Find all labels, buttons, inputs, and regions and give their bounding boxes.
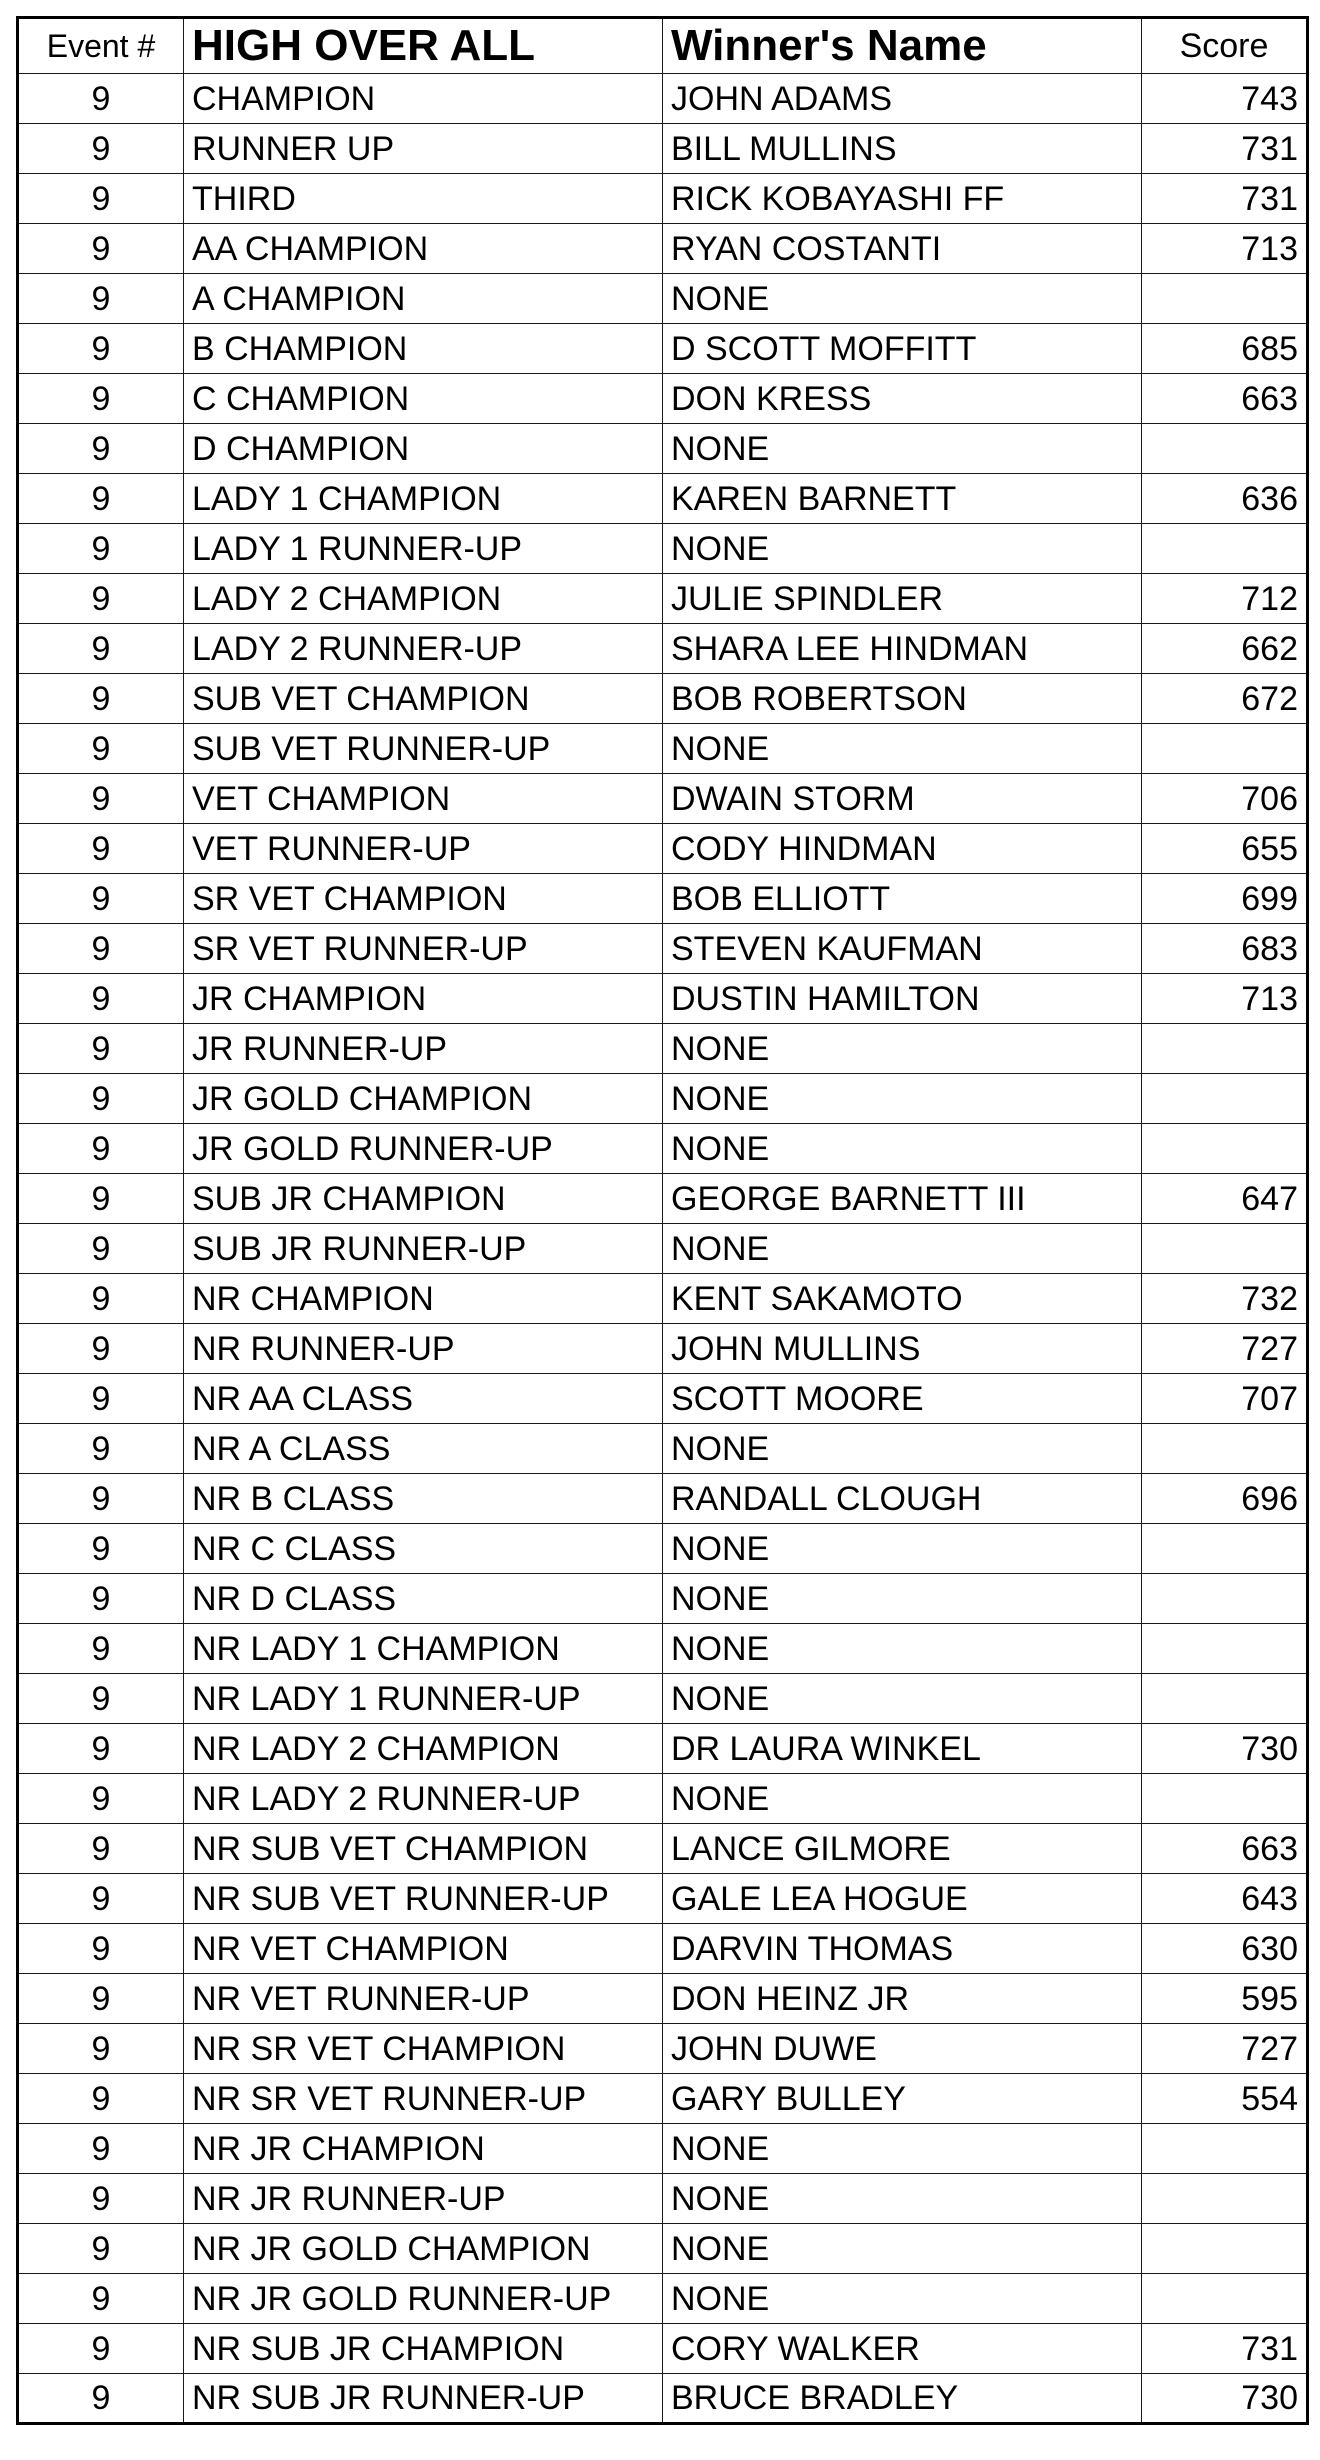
table-row — [18, 74, 1308, 124]
award-title-cell: NR VET RUNNER-UP — [184, 1974, 663, 2024]
event-number-cell: 9 — [18, 1974, 184, 2024]
event-number-cell: 9 — [18, 174, 184, 224]
event-number-cell: 9 — [18, 2274, 184, 2324]
award-title-cell: SUB JR CHAMPION — [184, 1174, 663, 1224]
award-title-cell: D CHAMPION — [184, 424, 663, 474]
event-number-cell: 9 — [18, 724, 184, 774]
winner-name-cell: CORY WALKER — [663, 2324, 1142, 2374]
award-title-cell: RUNNER UP — [184, 124, 663, 174]
award-title-cell: SUB VET CHAMPION — [184, 674, 663, 724]
award-title-cell: NR SUB JR CHAMPION — [184, 2324, 663, 2374]
event-number-cell: 9 — [18, 1324, 184, 1374]
score-cell — [1142, 424, 1308, 474]
winner-name-cell: NONE — [663, 1574, 1142, 1624]
table-row — [18, 824, 1308, 874]
event-number-cell: 9 — [18, 2124, 184, 2174]
award-title-cell: NR B CLASS — [184, 1474, 663, 1524]
winner-name-cell: NONE — [663, 1074, 1142, 1124]
winner-name-cell: KENT SAKAMOTO — [663, 1274, 1142, 1324]
award-title-cell: SUB JR RUNNER-UP — [184, 1224, 663, 1274]
winner-name-cell: NONE — [663, 1774, 1142, 1824]
score-cell — [1142, 1424, 1308, 1474]
table-row — [18, 324, 1308, 374]
award-title-cell: NR LADY 1 CHAMPION — [184, 1624, 663, 1674]
score-cell — [1142, 1224, 1308, 1274]
score-cell: 731 — [1142, 124, 1308, 174]
winner-name-header: Winner's Name — [663, 18, 1142, 74]
score-cell: 743 — [1142, 74, 1308, 124]
table-row — [18, 474, 1308, 524]
event-number-cell: 9 — [18, 1674, 184, 1724]
winner-name-cell: NONE — [663, 1124, 1142, 1174]
table-row — [18, 124, 1308, 174]
award-title-cell: CHAMPION — [184, 74, 663, 124]
table-row — [18, 1724, 1308, 1774]
score-cell: 636 — [1142, 474, 1308, 524]
score-cell: 730 — [1142, 2374, 1308, 2424]
event-number-cell: 9 — [18, 1424, 184, 1474]
table-row — [18, 874, 1308, 924]
winner-name-cell: NONE — [663, 2224, 1142, 2274]
score-cell — [1142, 1074, 1308, 1124]
winner-name-cell: STEVEN KAUFMAN — [663, 924, 1142, 974]
winner-name-cell: BOB ROBERTSON — [663, 674, 1142, 724]
score-cell — [1142, 2174, 1308, 2224]
event-number-cell: 9 — [18, 2174, 184, 2224]
table-row — [18, 424, 1308, 474]
winner-name-cell: RYAN COSTANTI — [663, 224, 1142, 274]
table-row — [18, 224, 1308, 274]
winner-name-cell: RANDALL CLOUGH — [663, 1474, 1142, 1524]
event-number-cell: 9 — [18, 1074, 184, 1124]
event-number-cell: 9 — [18, 2324, 184, 2374]
award-title-cell: NR SR VET CHAMPION — [184, 2024, 663, 2074]
score-cell — [1142, 1524, 1308, 1574]
event-number-cell: 9 — [18, 1624, 184, 1674]
score-cell: 732 — [1142, 1274, 1308, 1324]
event-number-cell: 9 — [18, 1524, 184, 1574]
winner-name-cell: NONE — [663, 1224, 1142, 1274]
winner-name-cell: BOB ELLIOTT — [663, 874, 1142, 924]
event-number-cell: 9 — [18, 1174, 184, 1224]
winner-name-cell: NONE — [663, 1624, 1142, 1674]
award-title-cell: NR AA CLASS — [184, 1374, 663, 1424]
event-number-cell: 9 — [18, 674, 184, 724]
score-cell — [1142, 1774, 1308, 1824]
table-row — [18, 924, 1308, 974]
award-title-cell: LADY 2 CHAMPION — [184, 574, 663, 624]
award-title-cell: NR JR GOLD CHAMPION — [184, 2224, 663, 2274]
award-title-cell: NR D CLASS — [184, 1574, 663, 1624]
table-row — [18, 524, 1308, 574]
winner-name-cell: GALE LEA HOGUE — [663, 1874, 1142, 1924]
table-row — [18, 774, 1308, 824]
score-cell: 706 — [1142, 774, 1308, 824]
winner-name-cell: GARY BULLEY — [663, 2074, 1142, 2124]
winner-name-cell: KAREN BARNETT — [663, 474, 1142, 524]
table-row — [18, 1174, 1308, 1224]
award-title-cell: NR RUNNER-UP — [184, 1324, 663, 1374]
score-cell: 683 — [1142, 924, 1308, 974]
table-row — [18, 2024, 1308, 2074]
score-cell: 730 — [1142, 1724, 1308, 1774]
header-row — [18, 18, 1308, 74]
table-row — [18, 974, 1308, 1024]
winner-name-cell: NONE — [663, 274, 1142, 324]
award-title-cell: C CHAMPION — [184, 374, 663, 424]
table-row — [18, 624, 1308, 674]
score-cell — [1142, 274, 1308, 324]
table-row — [18, 1124, 1308, 1174]
winner-name-cell: BILL MULLINS — [663, 124, 1142, 174]
table-row — [18, 1574, 1308, 1624]
table-row — [18, 2124, 1308, 2174]
table-row — [18, 1374, 1308, 1424]
score-cell: 662 — [1142, 624, 1308, 674]
winner-name-cell: GEORGE BARNETT III — [663, 1174, 1142, 1224]
event-number-cell: 9 — [18, 874, 184, 924]
award-title-cell: NR A CLASS — [184, 1424, 663, 1474]
event-number-cell: 9 — [18, 2224, 184, 2274]
event-number-header: Event # — [18, 18, 184, 74]
award-title-cell: LADY 1 CHAMPION — [184, 474, 663, 524]
score-cell: 727 — [1142, 2024, 1308, 2074]
score-cell: 713 — [1142, 974, 1308, 1024]
winner-name-cell: NONE — [663, 2274, 1142, 2324]
score-cell: 731 — [1142, 174, 1308, 224]
award-title-cell: NR LADY 1 RUNNER-UP — [184, 1674, 663, 1724]
table-body — [18, 74, 1308, 2424]
table-row — [18, 1474, 1308, 1524]
winner-name-cell: DON KRESS — [663, 374, 1142, 424]
score-cell: 713 — [1142, 224, 1308, 274]
event-number-cell: 9 — [18, 1824, 184, 1874]
score-cell: 655 — [1142, 824, 1308, 874]
table-row — [18, 2174, 1308, 2224]
event-number-cell: 9 — [18, 1474, 184, 1524]
event-number-cell: 9 — [18, 1374, 184, 1424]
score-cell: 663 — [1142, 374, 1308, 424]
table-row — [18, 2074, 1308, 2124]
award-title-cell: NR SUB VET RUNNER-UP — [184, 1874, 663, 1924]
event-number-cell: 9 — [18, 624, 184, 674]
winner-name-cell: SHARA LEE HINDMAN — [663, 624, 1142, 674]
score-cell: 731 — [1142, 2324, 1308, 2374]
award-title-header: HIGH OVER ALL — [184, 18, 663, 74]
winner-name-cell: NONE — [663, 2174, 1142, 2224]
award-title-cell: SR VET CHAMPION — [184, 874, 663, 924]
event-number-cell: 9 — [18, 74, 184, 124]
score-cell: 630 — [1142, 1924, 1308, 1974]
score-cell — [1142, 724, 1308, 774]
event-number-cell: 9 — [18, 924, 184, 974]
award-title-cell: THIRD — [184, 174, 663, 224]
score-header: Score — [1142, 18, 1308, 74]
table-row — [18, 2324, 1308, 2374]
award-title-cell: B CHAMPION — [184, 324, 663, 374]
winner-name-cell: NONE — [663, 2124, 1142, 2174]
score-cell: 672 — [1142, 674, 1308, 724]
winner-name-cell: NONE — [663, 424, 1142, 474]
score-cell: 647 — [1142, 1174, 1308, 1224]
table-row — [18, 374, 1308, 424]
score-cell: 727 — [1142, 1324, 1308, 1374]
award-title-cell: NR CHAMPION — [184, 1274, 663, 1324]
winner-name-cell: NONE — [663, 724, 1142, 774]
table-row — [18, 1324, 1308, 1374]
award-title-cell: VET RUNNER-UP — [184, 824, 663, 874]
score-cell — [1142, 2224, 1308, 2274]
award-title-cell: A CHAMPION — [184, 274, 663, 324]
score-cell: 712 — [1142, 574, 1308, 624]
score-cell — [1142, 1024, 1308, 1074]
score-cell: 554 — [1142, 2074, 1308, 2124]
event-number-cell: 9 — [18, 424, 184, 474]
award-title-cell: NR JR CHAMPION — [184, 2124, 663, 2174]
winner-name-cell: NONE — [663, 1024, 1142, 1074]
event-number-cell: 9 — [18, 1924, 184, 1974]
score-cell — [1142, 2124, 1308, 2174]
table-row — [18, 1274, 1308, 1324]
award-title-cell: AA CHAMPION — [184, 224, 663, 274]
event-number-cell: 9 — [18, 824, 184, 874]
winner-name-cell: DON HEINZ JR — [663, 1974, 1142, 2024]
winner-name-cell: NONE — [663, 1674, 1142, 1724]
award-title-cell: NR LADY 2 CHAMPION — [184, 1724, 663, 1774]
table-row — [18, 174, 1308, 224]
event-number-cell: 9 — [18, 2074, 184, 2124]
table-row — [18, 1974, 1308, 2024]
score-cell: 696 — [1142, 1474, 1308, 1524]
table-row — [18, 1924, 1308, 1974]
winner-name-cell: NONE — [663, 524, 1142, 574]
winner-name-cell: JOHN MULLINS — [663, 1324, 1142, 1374]
award-title-cell: JR GOLD RUNNER-UP — [184, 1124, 663, 1174]
table-row — [18, 1824, 1308, 1874]
event-number-cell: 9 — [18, 1224, 184, 1274]
score-cell: 685 — [1142, 324, 1308, 374]
table-row — [18, 1224, 1308, 1274]
award-title-cell: NR SUB JR RUNNER-UP — [184, 2374, 663, 2424]
table-row — [18, 574, 1308, 624]
winner-name-cell: BRUCE BRADLEY — [663, 2374, 1142, 2424]
winner-name-cell: JOHN ADAMS — [663, 74, 1142, 124]
table-row — [18, 2274, 1308, 2324]
award-title-cell: SUB VET RUNNER-UP — [184, 724, 663, 774]
award-title-cell: NR JR RUNNER-UP — [184, 2174, 663, 2224]
table-row — [18, 674, 1308, 724]
table-row — [18, 2224, 1308, 2274]
event-number-cell: 9 — [18, 1874, 184, 1924]
event-number-cell: 9 — [18, 974, 184, 1024]
table-row — [18, 724, 1308, 774]
event-number-cell: 9 — [18, 324, 184, 374]
award-title-cell: JR GOLD CHAMPION — [184, 1074, 663, 1124]
winner-name-cell: DWAIN STORM — [663, 774, 1142, 824]
event-number-cell: 9 — [18, 1024, 184, 1074]
table-header — [18, 18, 1308, 74]
event-number-cell: 9 — [18, 474, 184, 524]
award-title-cell: NR SUB VET CHAMPION — [184, 1824, 663, 1874]
winner-name-cell: CODY HINDMAN — [663, 824, 1142, 874]
event-number-cell: 9 — [18, 1724, 184, 1774]
award-title-cell: NR JR GOLD RUNNER-UP — [184, 2274, 663, 2324]
event-number-cell: 9 — [18, 524, 184, 574]
award-title-cell: JR CHAMPION — [184, 974, 663, 1024]
event-number-cell: 9 — [18, 774, 184, 824]
event-number-cell: 9 — [18, 1774, 184, 1824]
score-cell — [1142, 2274, 1308, 2324]
score-cell — [1142, 1674, 1308, 1724]
event-number-cell: 9 — [18, 224, 184, 274]
table-row — [18, 274, 1308, 324]
score-cell — [1142, 1124, 1308, 1174]
award-title-cell: NR LADY 2 RUNNER-UP — [184, 1774, 663, 1824]
score-cell: 643 — [1142, 1874, 1308, 1924]
winner-name-cell: JOHN DUWE — [663, 2024, 1142, 2074]
award-title-cell: VET CHAMPION — [184, 774, 663, 824]
award-title-cell: LADY 2 RUNNER-UP — [184, 624, 663, 674]
table-row — [18, 1424, 1308, 1474]
event-number-cell: 9 — [18, 574, 184, 624]
score-cell: 699 — [1142, 874, 1308, 924]
event-number-cell: 9 — [18, 274, 184, 324]
table-row — [18, 1024, 1308, 1074]
winner-name-cell: NONE — [663, 1524, 1142, 1574]
score-cell: 595 — [1142, 1974, 1308, 2024]
event-number-cell: 9 — [18, 1274, 184, 1324]
winner-name-cell: JULIE SPINDLER — [663, 574, 1142, 624]
winner-name-cell: DR LAURA WINKEL — [663, 1724, 1142, 1774]
winner-name-cell: RICK KOBAYASHI FF — [663, 174, 1142, 224]
award-title-cell: SR VET RUNNER-UP — [184, 924, 663, 974]
score-cell: 707 — [1142, 1374, 1308, 1424]
score-cell — [1142, 524, 1308, 574]
award-title-cell: NR SR VET RUNNER-UP — [184, 2074, 663, 2124]
score-cell — [1142, 1574, 1308, 1624]
winner-name-cell: DUSTIN HAMILTON — [663, 974, 1142, 1024]
award-title-cell: NR VET CHAMPION — [184, 1924, 663, 1974]
score-cell — [1142, 1624, 1308, 1674]
table-row — [18, 2374, 1308, 2424]
award-title-cell: JR RUNNER-UP — [184, 1024, 663, 1074]
table-row — [18, 1674, 1308, 1724]
award-title-cell: NR C CLASS — [184, 1524, 663, 1574]
event-number-cell: 9 — [18, 2374, 184, 2424]
event-number-cell: 9 — [18, 374, 184, 424]
table-row — [18, 1074, 1308, 1124]
winner-name-cell: D SCOTT MOFFITT — [663, 324, 1142, 374]
table-row — [18, 1624, 1308, 1674]
event-number-cell: 9 — [18, 124, 184, 174]
results-sheet — [16, 16, 1306, 2425]
table-row — [18, 1874, 1308, 1924]
winner-name-cell: DARVIN THOMAS — [663, 1924, 1142, 1974]
results-table — [16, 16, 1309, 2425]
award-title-cell: LADY 1 RUNNER-UP — [184, 524, 663, 574]
event-number-cell: 9 — [18, 1124, 184, 1174]
table-row — [18, 1774, 1308, 1824]
table-row — [18, 1524, 1308, 1574]
winner-name-cell: NONE — [663, 1424, 1142, 1474]
event-number-cell: 9 — [18, 1574, 184, 1624]
winner-name-cell: SCOTT MOORE — [663, 1374, 1142, 1424]
winner-name-cell: LANCE GILMORE — [663, 1824, 1142, 1874]
event-number-cell: 9 — [18, 2024, 184, 2074]
score-cell: 663 — [1142, 1824, 1308, 1874]
